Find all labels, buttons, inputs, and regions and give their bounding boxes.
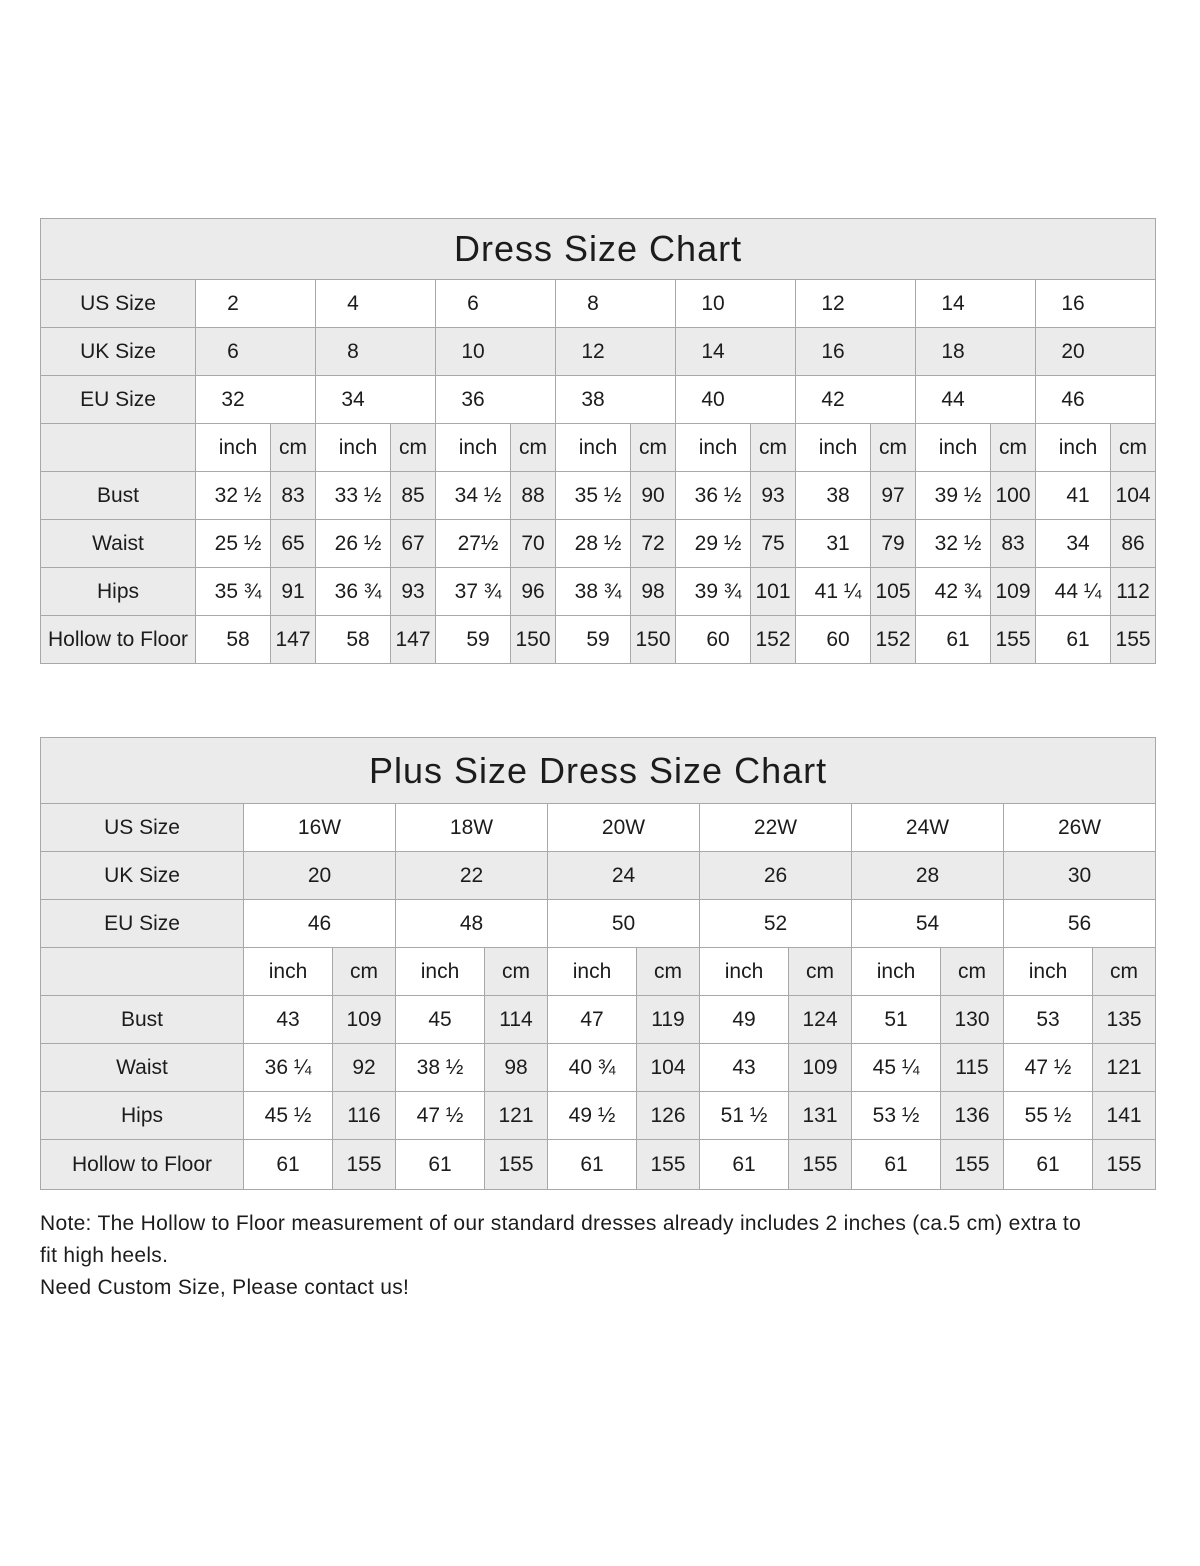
measure-value-inch: 43: [244, 996, 333, 1044]
unit-label-cm: cm: [637, 948, 700, 996]
measure-value-cm: 70: [511, 520, 556, 568]
measure-value-cm: 104: [1111, 472, 1156, 520]
measure-value-cm: 79: [871, 520, 916, 568]
size-value: 52: [700, 900, 852, 948]
unit-label-inch: inch: [796, 424, 871, 472]
measure-value-cm: 83: [991, 520, 1036, 568]
measure-value-inch: 41 ¼: [796, 568, 871, 616]
size-value: 12: [796, 280, 916, 328]
measure-value-inch: 39 ½: [916, 472, 991, 520]
unit-label-cm: cm: [1093, 948, 1156, 996]
measure-value-inch: 38 ½: [396, 1044, 485, 1092]
row-label-uk-size: UK Size: [41, 852, 244, 900]
measure-value-cm: 155: [789, 1140, 852, 1190]
measure-value-inch: 29 ½: [676, 520, 751, 568]
measure-value-inch: 44 ¼: [1036, 568, 1111, 616]
measure-value-cm: 109: [333, 996, 396, 1044]
measure-value-inch: 41: [1036, 472, 1111, 520]
measure-value-cm: 101: [751, 568, 796, 616]
size-value: 10: [436, 328, 556, 376]
unit-label-inch: inch: [556, 424, 631, 472]
row-label-eu-size: EU Size: [41, 376, 196, 424]
row-label-us-size: US Size: [41, 280, 196, 328]
size-value: 56: [1004, 900, 1156, 948]
measure-value-cm: 112: [1111, 568, 1156, 616]
measure-value-inch: 31: [796, 520, 871, 568]
measure-value-cm: 116: [333, 1092, 396, 1140]
measure-value-cm: 141: [1093, 1092, 1156, 1140]
measure-value-inch: 53: [1004, 996, 1093, 1044]
size-value: 18W: [396, 804, 548, 852]
measure-value-cm: 155: [485, 1140, 548, 1190]
size-value: 12: [556, 328, 676, 376]
measure-value-inch: 60: [796, 616, 871, 664]
measure-value-cm: 136: [941, 1092, 1004, 1140]
measure-value-inch: 53 ½: [852, 1092, 941, 1140]
size-value: 26W: [1004, 804, 1156, 852]
size-value: 24: [548, 852, 700, 900]
measure-value-inch: 39 ¾: [676, 568, 751, 616]
unit-label-cm: cm: [511, 424, 556, 472]
chart-title: Dress Size Chart: [41, 219, 1156, 280]
measure-value-cm: 86: [1111, 520, 1156, 568]
size-value: 46: [1036, 376, 1156, 424]
size-value: 16: [1036, 280, 1156, 328]
unit-label-inch: inch: [676, 424, 751, 472]
measure-value-inch: 26 ½: [316, 520, 391, 568]
measure-value-inch: 36 ¾: [316, 568, 391, 616]
measure-value-inch: 49: [700, 996, 789, 1044]
measure-value-cm: 115: [941, 1044, 1004, 1092]
unit-label-inch: inch: [916, 424, 991, 472]
size-value: 48: [396, 900, 548, 948]
unit-row-spacer: [41, 424, 196, 472]
unit-label-inch: inch: [196, 424, 271, 472]
size-value: 26: [700, 852, 852, 900]
size-value: 50: [548, 900, 700, 948]
size-value: 34: [316, 376, 436, 424]
measure-value-inch: 34 ½: [436, 472, 511, 520]
measure-value-cm: 109: [991, 568, 1036, 616]
size-value: 44: [916, 376, 1036, 424]
measure-value-cm: 72: [631, 520, 676, 568]
size-value: 40: [676, 376, 796, 424]
measure-value-cm: 126: [637, 1092, 700, 1140]
measure-value-inch: 25 ½: [196, 520, 271, 568]
measure-value-inch: 35 ¾: [196, 568, 271, 616]
measure-value-inch: 36 ¼: [244, 1044, 333, 1092]
size-value: 14: [916, 280, 1036, 328]
measure-value-cm: 92: [333, 1044, 396, 1092]
unit-label-cm: cm: [333, 948, 396, 996]
measure-value-cm: 65: [271, 520, 316, 568]
measure-value-cm: 155: [991, 616, 1036, 664]
measure-value-inch: 61: [1036, 616, 1111, 664]
dress-size-chart-table: [40, 218, 1156, 664]
measure-value-inch: 33 ½: [316, 472, 391, 520]
row-label-us-size: US Size: [41, 804, 244, 852]
note-line-2: fit high heels.: [40, 1244, 169, 1267]
measure-value-inch: 61: [852, 1140, 941, 1190]
measure-value-cm: 150: [631, 616, 676, 664]
measure-value-inch: 61: [700, 1140, 789, 1190]
size-value: 36: [436, 376, 556, 424]
chart-title: Plus Size Dress Size Chart: [41, 738, 1156, 804]
measure-value-cm: 109: [789, 1044, 852, 1092]
measure-value-inch: 61: [548, 1140, 637, 1190]
measure-value-inch: 32 ½: [916, 520, 991, 568]
measure-value-inch: 28 ½: [556, 520, 631, 568]
unit-label-inch: inch: [396, 948, 485, 996]
size-value: 8: [316, 328, 436, 376]
size-value: 28: [852, 852, 1004, 900]
measure-value-inch: 47 ½: [396, 1092, 485, 1140]
measure-value-cm: 85: [391, 472, 436, 520]
measure-value-cm: 97: [871, 472, 916, 520]
unit-label-cm: cm: [391, 424, 436, 472]
measure-value-cm: 124: [789, 996, 852, 1044]
size-value: 16: [796, 328, 916, 376]
size-value: 54: [852, 900, 1004, 948]
unit-label-cm: cm: [1111, 424, 1156, 472]
measure-value-inch: 61: [1004, 1140, 1093, 1190]
measure-value-inch: 49 ½: [548, 1092, 637, 1140]
measure-value-cm: 155: [637, 1140, 700, 1190]
size-value: 2: [196, 280, 316, 328]
measure-value-inch: 61: [396, 1140, 485, 1190]
unit-label-inch: inch: [1036, 424, 1111, 472]
measure-value-inch: 51 ½: [700, 1092, 789, 1140]
measure-value-cm: 105: [871, 568, 916, 616]
unit-label-cm: cm: [631, 424, 676, 472]
measure-value-inch: 36 ½: [676, 472, 751, 520]
size-value: 24W: [852, 804, 1004, 852]
measure-value-inch: 61: [916, 616, 991, 664]
size-value: 16W: [244, 804, 396, 852]
measure-value-inch: 45 ½: [244, 1092, 333, 1140]
size-value: 22: [396, 852, 548, 900]
size-value: 20: [1036, 328, 1156, 376]
size-value: 42: [796, 376, 916, 424]
measure-value-inch: 37 ¾: [436, 568, 511, 616]
measure-value-cm: 100: [991, 472, 1036, 520]
unit-label-cm: cm: [871, 424, 916, 472]
size-value: 4: [316, 280, 436, 328]
unit-label-cm: cm: [485, 948, 548, 996]
row-label-bust: Bust: [41, 996, 244, 1044]
measure-value-cm: 147: [391, 616, 436, 664]
measure-value-inch: 59: [556, 616, 631, 664]
row-label-hollow-to-floor: Hollow to Floor: [41, 1140, 244, 1190]
measure-value-cm: 152: [751, 616, 796, 664]
size-value: 20W: [548, 804, 700, 852]
unit-label-inch: inch: [548, 948, 637, 996]
size-value: 30: [1004, 852, 1156, 900]
unit-label-cm: cm: [789, 948, 852, 996]
row-label-hollow-to-floor: Hollow to Floor: [41, 616, 196, 664]
measure-value-inch: 45 ¼: [852, 1044, 941, 1092]
unit-label-inch: inch: [244, 948, 333, 996]
measure-value-cm: 121: [485, 1092, 548, 1140]
size-value: 18: [916, 328, 1036, 376]
row-label-uk-size: UK Size: [41, 328, 196, 376]
measure-value-cm: 130: [941, 996, 1004, 1044]
unit-label-inch: inch: [316, 424, 391, 472]
measure-value-cm: 98: [631, 568, 676, 616]
measure-value-cm: 88: [511, 472, 556, 520]
measure-value-inch: 34: [1036, 520, 1111, 568]
measure-value-cm: 114: [485, 996, 548, 1044]
size-value: 22W: [700, 804, 852, 852]
measure-value-cm: 150: [511, 616, 556, 664]
unit-row-spacer: [41, 948, 244, 996]
measure-value-inch: 58: [196, 616, 271, 664]
measure-value-cm: 155: [941, 1140, 1004, 1190]
measure-value-inch: 47 ½: [1004, 1044, 1093, 1092]
note-line-3: Need Custom Size, Please contact us!: [40, 1276, 410, 1299]
measure-value-cm: 155: [333, 1140, 396, 1190]
row-label-bust: Bust: [41, 472, 196, 520]
measure-value-cm: 93: [391, 568, 436, 616]
size-value: 46: [244, 900, 396, 948]
size-value: 14: [676, 328, 796, 376]
measure-value-cm: 90: [631, 472, 676, 520]
measure-value-cm: 119: [637, 996, 700, 1044]
measure-value-cm: 121: [1093, 1044, 1156, 1092]
size-value: 10: [676, 280, 796, 328]
row-label-hips: Hips: [41, 1092, 244, 1140]
unit-label-inch: inch: [852, 948, 941, 996]
measure-value-cm: 75: [751, 520, 796, 568]
measure-value-inch: 32 ½: [196, 472, 271, 520]
unit-label-cm: cm: [271, 424, 316, 472]
measure-value-cm: 96: [511, 568, 556, 616]
measure-value-inch: 38: [796, 472, 871, 520]
measure-value-inch: 55 ½: [1004, 1092, 1093, 1140]
measure-value-cm: 91: [271, 568, 316, 616]
size-value: 20: [244, 852, 396, 900]
measure-value-inch: 35 ½: [556, 472, 631, 520]
measure-value-inch: 60: [676, 616, 751, 664]
measure-value-cm: 131: [789, 1092, 852, 1140]
measure-value-cm: 147: [271, 616, 316, 664]
measure-value-cm: 67: [391, 520, 436, 568]
measure-value-inch: 58: [316, 616, 391, 664]
row-label-hips: Hips: [41, 568, 196, 616]
plus-size-dress-chart-table: [40, 737, 1156, 1190]
size-value: 6: [196, 328, 316, 376]
measure-value-cm: 155: [1111, 616, 1156, 664]
measure-value-inch: 61: [244, 1140, 333, 1190]
unit-label-cm: cm: [941, 948, 1004, 996]
measure-value-inch: 43: [700, 1044, 789, 1092]
unit-label-cm: cm: [991, 424, 1036, 472]
measure-value-cm: 152: [871, 616, 916, 664]
measure-value-inch: 51: [852, 996, 941, 1044]
measure-value-cm: 93: [751, 472, 796, 520]
measure-value-cm: 98: [485, 1044, 548, 1092]
unit-label-inch: inch: [700, 948, 789, 996]
size-value: 6: [436, 280, 556, 328]
unit-label-cm: cm: [751, 424, 796, 472]
row-label-waist: Waist: [41, 520, 196, 568]
measure-value-inch: 40 ¾: [548, 1044, 637, 1092]
measure-value-inch: 27½: [436, 520, 511, 568]
row-label-waist: Waist: [41, 1044, 244, 1092]
row-label-eu-size: EU Size: [41, 900, 244, 948]
measure-value-inch: 59: [436, 616, 511, 664]
note-text: [40, 1208, 1170, 1304]
measure-value-cm: 104: [637, 1044, 700, 1092]
unit-label-inch: inch: [436, 424, 511, 472]
measure-value-inch: 42 ¾: [916, 568, 991, 616]
size-value: 32: [196, 376, 316, 424]
measure-value-cm: 155: [1093, 1140, 1156, 1190]
measure-value-inch: 38 ¾: [556, 568, 631, 616]
measure-value-inch: 47: [548, 996, 637, 1044]
unit-label-inch: inch: [1004, 948, 1093, 996]
note-line-1: Note: The Hollow to Floor measurement of our standard dresses already includes 2 inches (ca.5 cm) extra to: [40, 1212, 1082, 1235]
measure-value-inch: 45: [396, 996, 485, 1044]
size-value: 38: [556, 376, 676, 424]
measure-value-cm: 83: [271, 472, 316, 520]
measure-value-cm: 135: [1093, 996, 1156, 1044]
size-value: 8: [556, 280, 676, 328]
